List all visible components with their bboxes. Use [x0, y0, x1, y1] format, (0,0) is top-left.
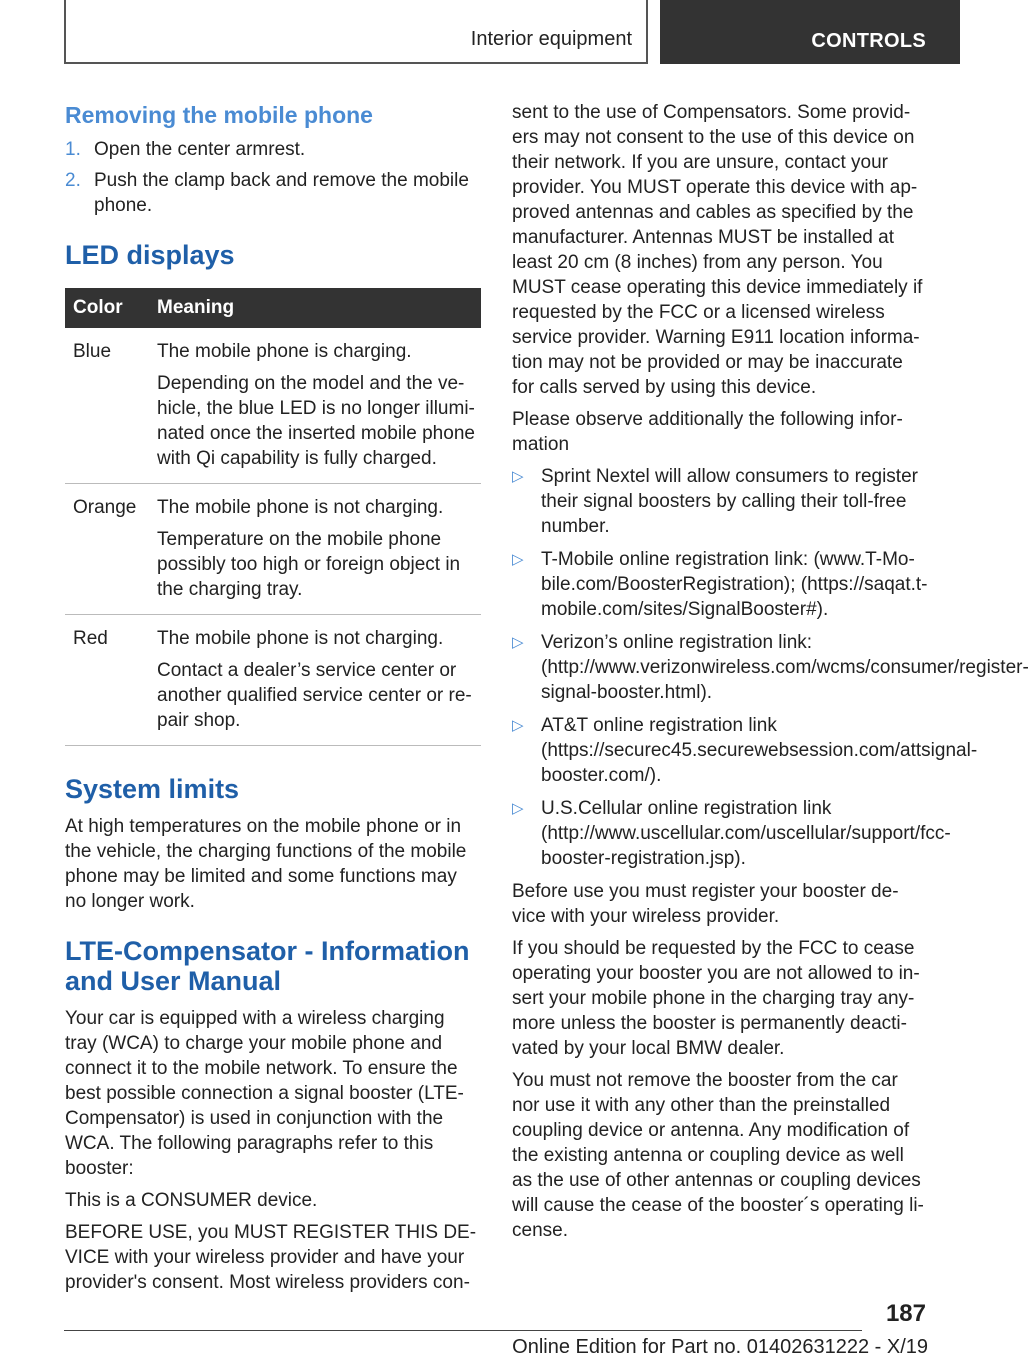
- table-row: [65, 328, 481, 484]
- meaning-detail: Contact a dealer’s service center or another qualified service center or re‐pair shop.: [157, 660, 472, 731]
- body-paragraph: sent to the use of Compensators. Some provid‐ers may not consent to the use of this device on their network. If you are unsure, contact your provider. You MUST operate this device with ap‐proved antennas and cables as specified by the manufacturer. Antennas MUST be installed at least 20 cm (8 inches) from any person. You MUST cease operating this device immediately if requested by the FCC or a licensed wireless service provider. Warning E911 location informa‐tion may not be provided or may be inaccurate for calls served by using this device.: [512, 102, 923, 398]
- bullet-text: AT&T online registration link (https://securec45.securewebsession.com/attsignal-booster.com/).: [541, 715, 978, 786]
- removing-steps-list: [65, 137, 481, 218]
- header-chapter-title: CONTROLS: [811, 30, 926, 52]
- header-section-title: Interior equipment: [470, 28, 632, 50]
- page-number: 187: [885, 1300, 926, 1327]
- header-chapter-box: [660, 0, 960, 64]
- table-cell-meaning: [149, 484, 481, 615]
- led-displays-heading: LED displays: [65, 240, 235, 270]
- lte-compensator-heading: LTE-Compensator - Information and User Manual: [65, 936, 470, 996]
- step-number: 2.: [65, 170, 81, 191]
- triangle-bullet-icon: ▷: [512, 800, 524, 817]
- step-text: Push the clamp back and remove the mobile phone.: [94, 170, 469, 216]
- list-item: [512, 464, 928, 539]
- header-section-box: [64, 0, 648, 64]
- body-paragraph: Please observe additionally the following infor‐mation: [512, 409, 903, 455]
- list-item: [512, 547, 928, 622]
- left-column: [65, 100, 481, 1302]
- table-header-row: [65, 288, 481, 328]
- registration-links-list: [512, 464, 1029, 871]
- footer-edition: Online Edition for Part no. 01402631222 - X/19: [512, 1336, 928, 1358]
- lte-paragraph: This is a CONSUMER device.: [65, 1190, 318, 1211]
- footer-divider: [64, 1330, 862, 1331]
- meaning-detail: Depending on the model and the ve‐hicle, the blue LED is no longer illumi‐nated once the inserted mobile phone with Qi capability is fully charged.: [157, 373, 475, 469]
- page-header: [0, 0, 960, 66]
- meaning-main: The mobile phone is not charging.: [157, 628, 444, 649]
- table-cell-color: Blue: [65, 328, 149, 484]
- list-item: [512, 713, 978, 788]
- step-text: Open the center armrest.: [94, 139, 306, 160]
- system-limits-text: At high temperatures on the mobile phone or in the vehicle, the charging functions of the mobile phone may be limited and some functions may no longer work.: [65, 816, 467, 912]
- list-item: [65, 137, 481, 162]
- body-paragraph: You must not remove the booster from the car nor use it with any other than the preinstalled coupling device or antenna. Any modification of the existing antenna or coupling device as well as the use of other antennas or coupling devices will cause the cease of the booster´s operating li‐cense.: [512, 1070, 924, 1241]
- table-cell-meaning: [149, 615, 481, 746]
- table-cell-meaning: [149, 328, 481, 484]
- bullet-text: Sprint Nextel will allow consumers to register their signal boosters by calling their toll-free number.: [541, 466, 918, 537]
- led-table: [65, 288, 481, 746]
- bullet-text: T-Mobile online registration link: (www.T-Mo‐bile.com/BoosterRegistration); (https://saqat.t-mobile.com/sites/SignalBooster#).: [541, 549, 928, 620]
- table-cell-color: Red: [65, 615, 149, 746]
- meaning-main: The mobile phone is not charging.: [157, 497, 444, 518]
- meaning-main: The mobile phone is charging.: [157, 341, 412, 362]
- table-cell-color: Orange: [65, 484, 149, 615]
- triangle-bullet-icon: ▷: [512, 551, 524, 568]
- step-number: 1.: [65, 139, 81, 160]
- right-column: [512, 100, 1029, 1250]
- list-item: [512, 796, 951, 871]
- removing-phone-heading: Removing the mobile phone: [65, 102, 373, 128]
- body-paragraph: If you should be requested by the FCC to cease operating your booster you are not allowed to in‐sert your mobile phone in the charging tray any‐more unless the booster is permanently deacti‐vated by your local BMW dealer.: [512, 938, 920, 1059]
- table-row: [65, 615, 481, 746]
- table-header-color: Color: [65, 288, 149, 328]
- bullet-text: U.S.Cellular online registration link (http://www.uscellular.com/uscellular/support/fcc-booster-registration.jsp).: [541, 798, 951, 869]
- triangle-bullet-icon: ▷: [512, 468, 524, 485]
- system-limits-heading: System limits: [65, 774, 240, 804]
- list-item: [65, 168, 481, 218]
- table-header-meaning: Meaning: [149, 288, 481, 328]
- lte-paragraph: BEFORE USE, you MUST REGISTER THIS DE‐VICE with your wireless provider and have your provider's consent. Most wireless providers con‐: [65, 1222, 477, 1293]
- bullet-text: Verizon’s online registration link: (http://www.verizonwireless.com/wcms/consumer/register-signal-booster.html).: [541, 632, 1029, 703]
- body-paragraph: Before use you must register your booster de‐vice with your wireless provider.: [512, 881, 899, 927]
- table-row: [65, 484, 481, 615]
- triangle-bullet-icon: ▷: [512, 634, 524, 651]
- lte-paragraph: Your car is equipped with a wireless charging tray (WCA) to charge your mobile phone and connect it to the mobile network. To ensure the best possible connection a signal booster (LTE-Compensator) is used in conjunction with the WCA. The following paragraphs refer to this booster:: [65, 1008, 464, 1179]
- list-item: [512, 630, 1029, 705]
- meaning-detail: Temperature on the mobile phone possibly too high or foreign object in the charging tray.: [157, 529, 461, 600]
- triangle-bullet-icon: ▷: [512, 717, 524, 734]
